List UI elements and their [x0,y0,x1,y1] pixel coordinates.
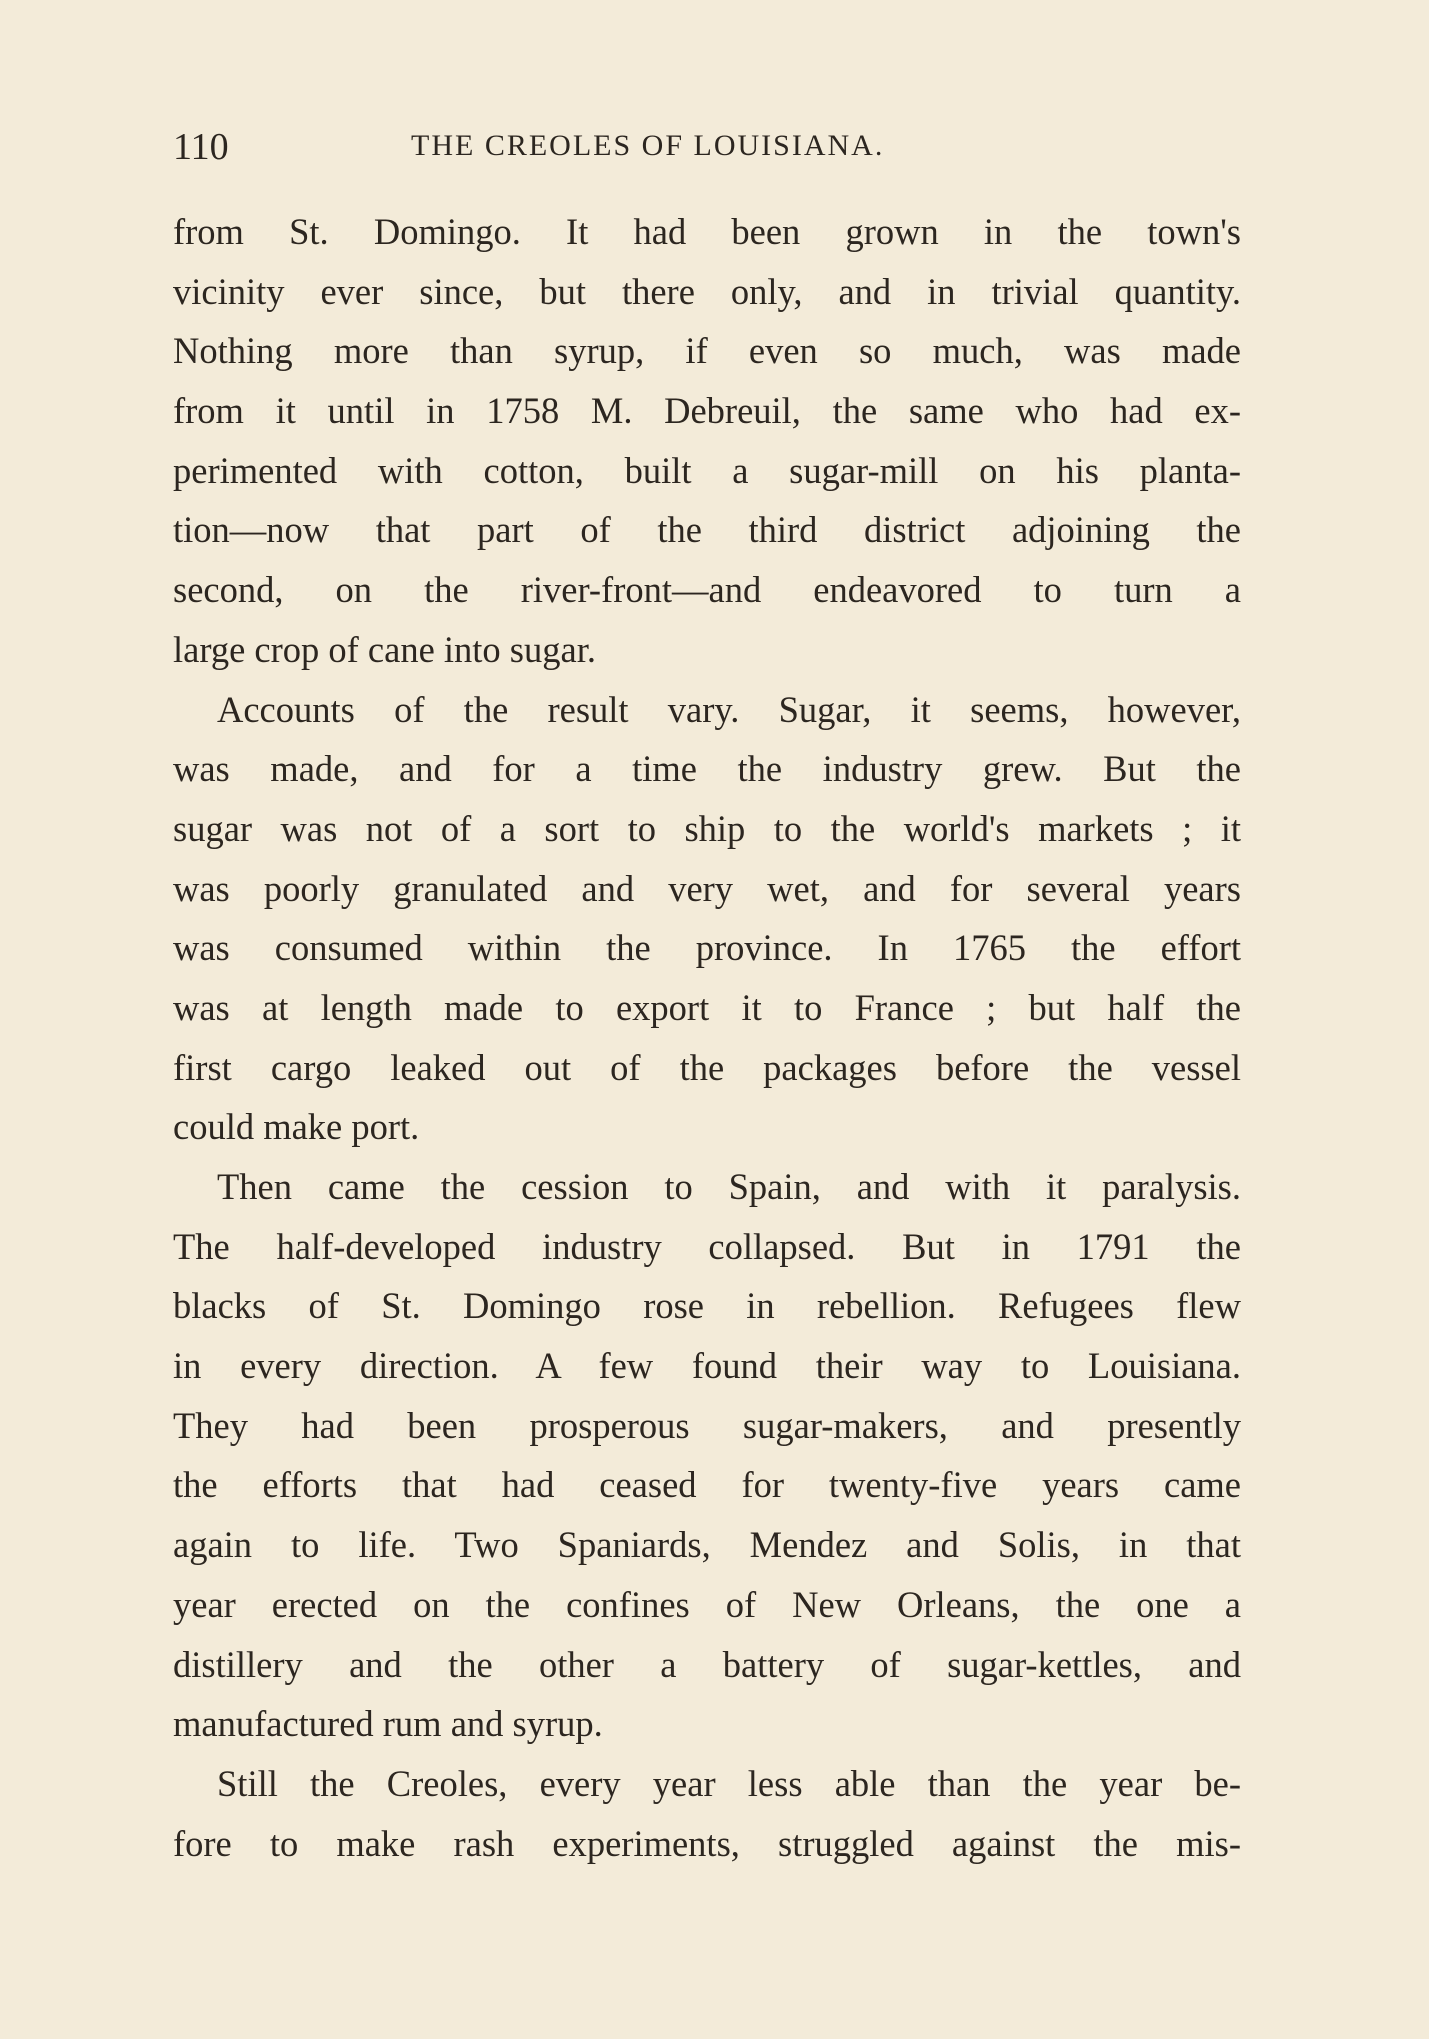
text-line: blacks of St. Domingo rose in rebellion. Refugees flew [173,1285,1241,1327]
text-line: Then came the cession to Spain, and with it paralysis. [217,1166,1241,1207]
text-line: fore to make rash experiments, struggled against the mis- [173,1822,1241,1864]
running-head: THE CREOLES OF LOUISIANA. [411,129,885,162]
text-line: Nothing more than syrup, if even so much, was made [173,330,1241,372]
body-text [173,202,1241,1873]
text-line: again to life. Two Spaniards, Mendez and Solis, in that [173,1524,1241,1566]
text-line: manufactured rum and syrup. [173,1703,603,1745]
text-line: from St. Domingo. It had been grown in the town's [173,211,1241,252]
text-line: could make port. [173,1106,420,1148]
text-line: Accounts of the result vary. Sugar, it seems, however, [217,688,1241,730]
text-line: in every direction. A few found their way to Louisiana. [173,1345,1241,1387]
text-line: perimented with cotton, built a sugar-mill on his planta- [173,449,1241,491]
text-line: vicinity ever since, but there only, and in trivial quantity. [173,270,1241,312]
text-line: tion—now that part of the third district adjoining the [173,509,1241,551]
text-line: large crop of cane into sugar. [173,628,596,670]
page-header [173,125,1243,175]
text-line: sugar was not of a sort to ship to the world's markets ; it [173,807,1241,849]
page-number: 110 [173,126,229,168]
text-line: was poorly granulated and very wet, and for several years [173,867,1241,909]
text-line: first cargo leaked out of the packages before the vessel [173,1046,1241,1088]
text-line: The half-developed industry collapsed. But in 1791 the [173,1225,1241,1267]
text-line: year erected on the confines of New Orleans, the one a [173,1583,1241,1625]
text-line: They had been prosperous sugar-makers, and presently [173,1404,1241,1446]
text-line: second, on the river-front—and endeavored to turn a [173,569,1241,611]
text-line: Still the Creoles, every year less able than the year be- [217,1762,1241,1804]
text-line: the efforts that had ceased for twenty-five years came [173,1464,1241,1506]
text-line: was consumed within the province. In 1765 the effort [173,927,1241,969]
text-line: was made, and for a time the industry grew. But the [173,748,1241,790]
text-line: was at length made to export it to France ; but half the [173,986,1241,1028]
text-line: distillery and the other a battery of sugar-kettles, and [173,1643,1241,1685]
text-line: from it until in 1758 M. Debreuil, the same who had ex- [173,390,1241,432]
